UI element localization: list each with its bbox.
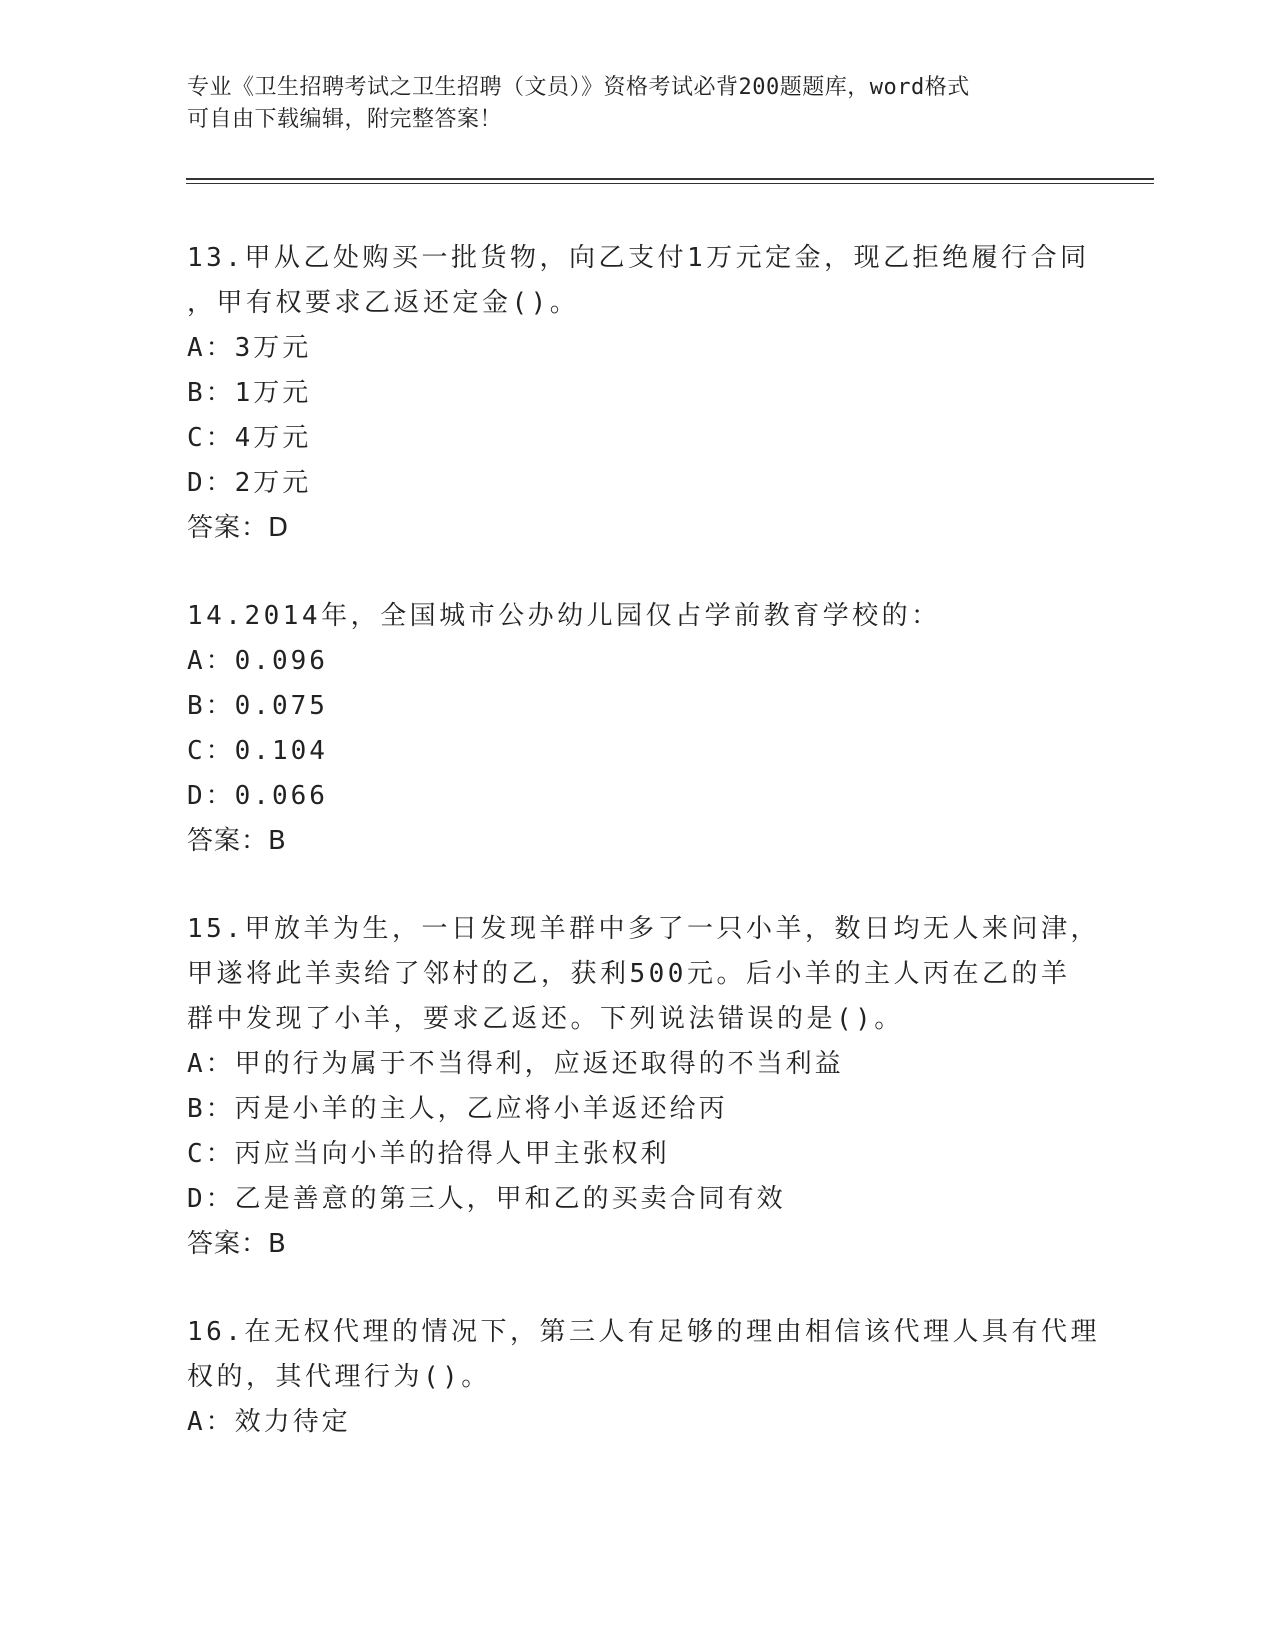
option-row bbox=[187, 1087, 1087, 1132]
option-text: 丙是小羊的主人，乙应将小羊返还给丙 bbox=[234, 1094, 728, 1124]
option-row bbox=[187, 639, 1087, 684]
option-row bbox=[187, 371, 1087, 416]
option-row bbox=[187, 1042, 1087, 1087]
option-key: A： bbox=[187, 1049, 235, 1079]
answer-line: 答案：D bbox=[187, 513, 290, 543]
option-row bbox=[187, 684, 1087, 729]
option-row bbox=[187, 1177, 1087, 1222]
document-header bbox=[187, 72, 1087, 136]
option-text: 2万元 bbox=[234, 468, 312, 498]
question-stem-line: 15.甲放羊为生，一日发现羊群中多了一只小羊，数日均无人来问津， bbox=[187, 914, 1100, 944]
header-line-2: 可自由下载编辑，附完整答案！ bbox=[187, 107, 503, 132]
option-key: A： bbox=[187, 646, 235, 676]
option-key: B： bbox=[187, 1094, 235, 1124]
question-stem-line: 16.在无权代理的情况下，第三人有足够的理由相信该代理人具有代理 bbox=[187, 1317, 1100, 1347]
option-key: D： bbox=[187, 468, 235, 498]
question-block bbox=[187, 594, 1087, 864]
question-stem-line: 13.甲从乙处购买一批货物，向乙支付1万元定金，现乙拒绝履行合同 bbox=[187, 243, 1090, 273]
question-stem-line: 14.2014年，全国城市公办幼儿园仅占学前教育学校的： bbox=[187, 601, 941, 631]
option-text: 4万元 bbox=[234, 423, 312, 453]
question-list bbox=[187, 236, 1100, 1488]
question-stem-line: 权的，其代理行为()。 bbox=[187, 1362, 491, 1392]
option-row bbox=[187, 416, 1087, 461]
option-text: 丙应当向小羊的拾得人甲主张权利 bbox=[234, 1139, 670, 1169]
option-key: A： bbox=[187, 1407, 235, 1437]
header-line-1: 专业《卫生招聘考试之卫生招聘（文员）》资格考试必背200题题库，word格式 bbox=[187, 75, 970, 100]
option-text: 0.066 bbox=[234, 781, 328, 811]
option-key: C： bbox=[187, 736, 235, 766]
option-text: 甲的行为属于不当得利，应返还取得的不当利益 bbox=[234, 1049, 844, 1079]
option-text: 0.075 bbox=[234, 691, 328, 721]
question-stem bbox=[187, 907, 1100, 1042]
option-key: D： bbox=[187, 781, 235, 811]
option-text: 乙是善意的第三人，甲和乙的买卖合同有效 bbox=[234, 1184, 786, 1214]
option-key: B： bbox=[187, 691, 235, 721]
question-block bbox=[187, 236, 1090, 551]
option-key: B： bbox=[187, 378, 235, 408]
option-row bbox=[187, 1132, 1087, 1177]
option-row bbox=[187, 729, 1087, 774]
option-text: 0.104 bbox=[234, 736, 328, 766]
question-stem bbox=[187, 236, 1090, 326]
header-divider-thin bbox=[186, 183, 1154, 184]
option-key: A： bbox=[187, 333, 235, 363]
option-text: 0.096 bbox=[234, 646, 328, 676]
option-row bbox=[187, 1400, 1087, 1445]
question-stem-line: 甲遂将此羊卖给了邻村的乙，获利500元。后小羊的主人丙在乙的羊 bbox=[187, 959, 1071, 989]
option-text: 3万元 bbox=[234, 333, 312, 363]
option-row bbox=[187, 326, 1087, 371]
option-row bbox=[187, 461, 1087, 506]
option-text: 1万元 bbox=[234, 378, 312, 408]
question-stem-line: 群中发现了小羊，要求乙返还。下列说法错误的是()。 bbox=[187, 1004, 904, 1034]
question-block bbox=[187, 907, 1100, 1267]
option-text: 效力待定 bbox=[234, 1407, 351, 1437]
option-key: D： bbox=[187, 1184, 235, 1214]
question-block bbox=[187, 1310, 1100, 1445]
question-stem-line: ，甲有权要求乙返还定金()。 bbox=[187, 288, 580, 318]
header-divider-thick bbox=[186, 178, 1154, 180]
option-key: C： bbox=[187, 1139, 235, 1169]
question-stem bbox=[187, 1310, 1100, 1400]
question-stem bbox=[187, 594, 1087, 639]
option-key: C： bbox=[187, 423, 235, 453]
option-row bbox=[187, 774, 1087, 819]
answer-line: 答案：B bbox=[187, 1229, 287, 1259]
answer-line: 答案：B bbox=[187, 826, 287, 856]
